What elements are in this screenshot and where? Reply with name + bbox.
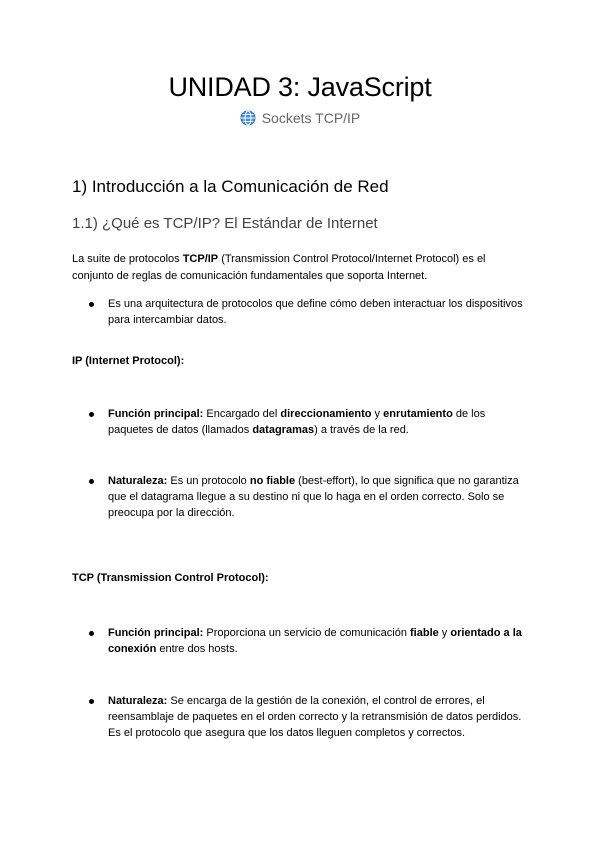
subtitle-text: Sockets TCP/IP bbox=[261, 110, 361, 126]
list-item: Naturaleza: Se encarga de la gestión de la conexión, el control de errores, el reensamblaje de paquetes en el orden correcto y la retransmisión de datos perdidos. Es el protocolo que asegura que los datos lleguen completos y correctos. bbox=[108, 693, 532, 741]
bullet-icon bbox=[89, 479, 94, 484]
list-item: Naturaleza: Es un protocolo no fiable (best-effort), lo que significa que no garantiza que el datagrama llegue a su destino ni que lo haga en el orden correcto. Solo se preocupa por la dirección. bbox=[108, 473, 532, 521]
document-subtitle bbox=[0, 110, 600, 129]
bullet-icon bbox=[89, 412, 94, 417]
globe-icon bbox=[240, 110, 256, 129]
bullet-icon bbox=[89, 699, 94, 704]
document-title: UNIDAD 3: JavaScript bbox=[168, 72, 432, 102]
intro-paragraph: La suite de protocolos TCP/IP (Transmission Control Protocol/Internet Protocol) es el conjunto de reglas de comunicación fundamentales que soporta Internet. bbox=[72, 253, 486, 282]
ip-label: IP (Internet Protocol): bbox=[72, 355, 185, 367]
list-item: Función principal: Encargado del direccionamiento y enrutamiento de los paquetes de datos (llamados datagramas) a través de la red. bbox=[108, 406, 532, 438]
subsection-heading: 1.1) ¿Qué es TCP/IP? El Estándar de Internet bbox=[72, 215, 378, 232]
bullet-icon bbox=[89, 631, 94, 636]
section-heading: 1) Introducción a la Comunicación de Red bbox=[72, 177, 389, 196]
bullet-icon bbox=[89, 302, 94, 307]
list-item: Es una arquitectura de protocolos que define cómo deben interactuar los dispositivos para intercambiar datos. bbox=[108, 296, 532, 328]
tcp-label: TCP (Transmission Control Protocol): bbox=[72, 572, 269, 584]
list-item: Función principal: Proporciona un servicio de comunicación fiable y orientado a la conexión entre dos hosts. bbox=[108, 625, 532, 657]
